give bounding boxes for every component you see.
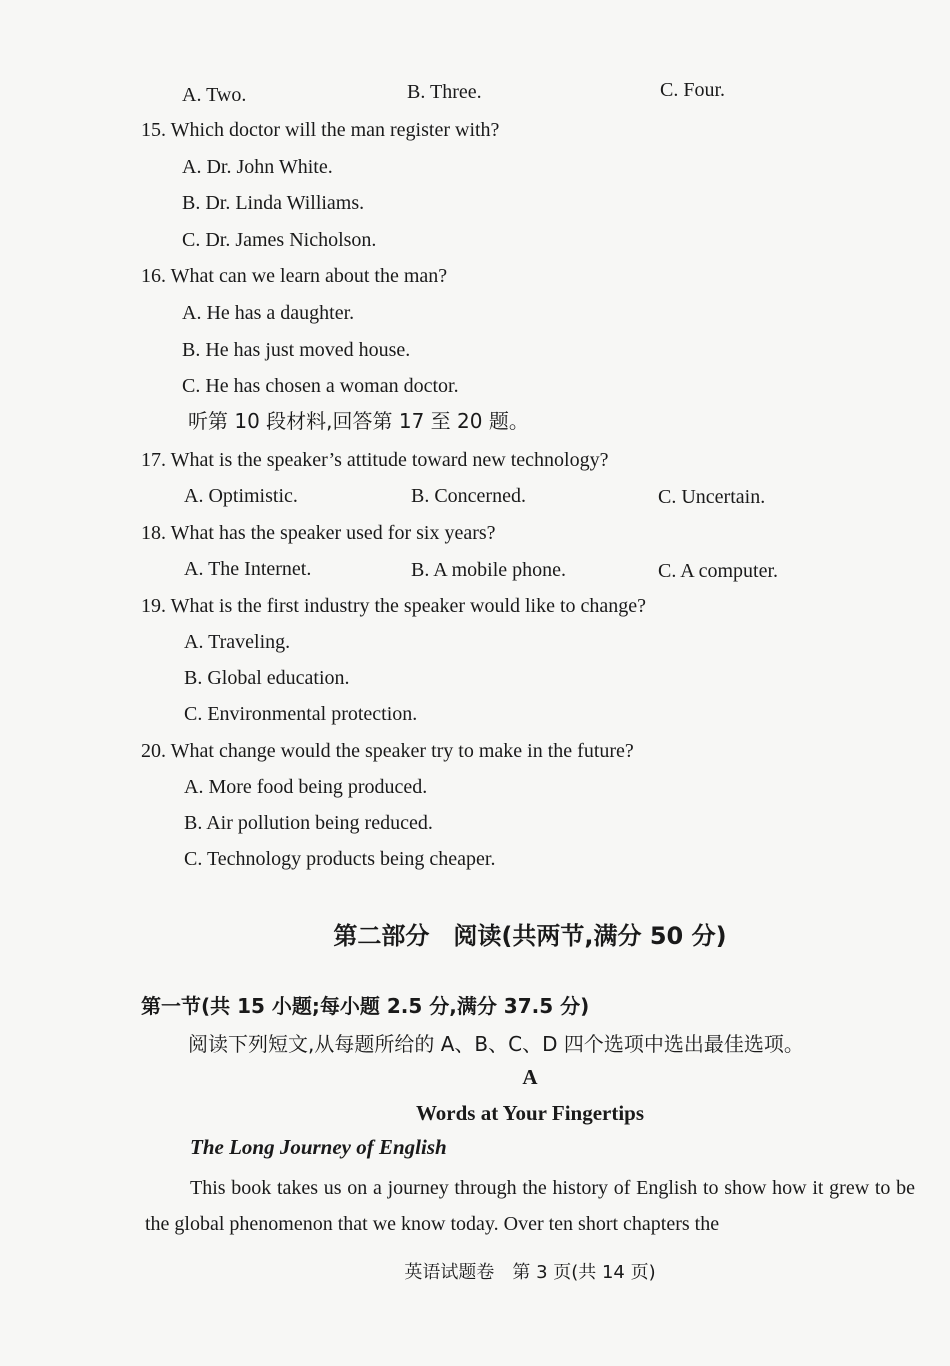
question-stem: 15. Which doctor will the man register with? bbox=[141, 119, 500, 141]
option-a: A. More food being produced. bbox=[184, 776, 428, 798]
option-c: C. Technology products being cheaper. bbox=[184, 848, 496, 870]
question-stem: 18. What has the speaker used for six years? bbox=[141, 522, 496, 544]
option-a: A. Traveling. bbox=[184, 631, 291, 653]
option-c: C. Uncertain. bbox=[658, 486, 766, 508]
paragraph: This book takes us on a journey through the history of English to show how it grew to be the global phenomenon that we know today. Over ten short chapters the bbox=[145, 1177, 915, 1235]
option-c: C. A computer. bbox=[658, 560, 778, 582]
option-a: A. Optimistic. bbox=[184, 485, 298, 507]
section-title: 第一节(共 15 小题;每小题 2.5 分,满分 37.5 分) bbox=[141, 994, 590, 1018]
question-stem: 16. What can we learn about the man? bbox=[141, 265, 448, 287]
option-a: A. Two. bbox=[182, 84, 247, 106]
material-note: 听第 10 段材料,回答第 17 至 20 题。 bbox=[188, 409, 529, 433]
option-c: C. He has chosen a woman doctor. bbox=[182, 375, 459, 397]
page-footer: 英语试题卷 第 3 页(共 14 页) bbox=[404, 1262, 656, 1283]
option-a: A. Dr. John White. bbox=[182, 156, 333, 178]
option-a: A. The Internet. bbox=[184, 558, 312, 580]
option-c: C. Four. bbox=[660, 79, 726, 101]
option-c: C. Dr. James Nicholson. bbox=[182, 229, 377, 251]
option-c: C. Environmental protection. bbox=[184, 703, 418, 725]
option-b: B. Dr. Linda Williams. bbox=[182, 192, 365, 214]
passage-title: Words at Your Fingertips bbox=[415, 1101, 645, 1125]
option-a: A. He has a daughter. bbox=[182, 302, 355, 324]
option-b: B. Global education. bbox=[184, 667, 350, 689]
passage-label: A bbox=[522, 1065, 538, 1089]
option-b: B. Three. bbox=[407, 81, 482, 103]
question-stem: 17. What is the speaker’s attitude toward new technology? bbox=[141, 449, 609, 471]
option-b: B. Concerned. bbox=[411, 485, 526, 507]
book-title: The Long Journey of English bbox=[190, 1135, 447, 1159]
instruction: 阅读下列短文,从每题所给的 A、B、C、D 四个选项中选出最佳选项。 bbox=[188, 1032, 804, 1056]
question-stem: 19. What is the first industry the speaker would like to change? bbox=[141, 595, 647, 617]
option-b: B. Air pollution being reduced. bbox=[184, 812, 433, 834]
part-title: 第二部分 阅读(共两节,满分 50 分) bbox=[333, 922, 727, 950]
option-b: B. He has just moved house. bbox=[182, 339, 411, 361]
question-stem: 20. What change would the speaker try to make in the future? bbox=[141, 740, 634, 762]
option-b: B. A mobile phone. bbox=[411, 559, 566, 581]
